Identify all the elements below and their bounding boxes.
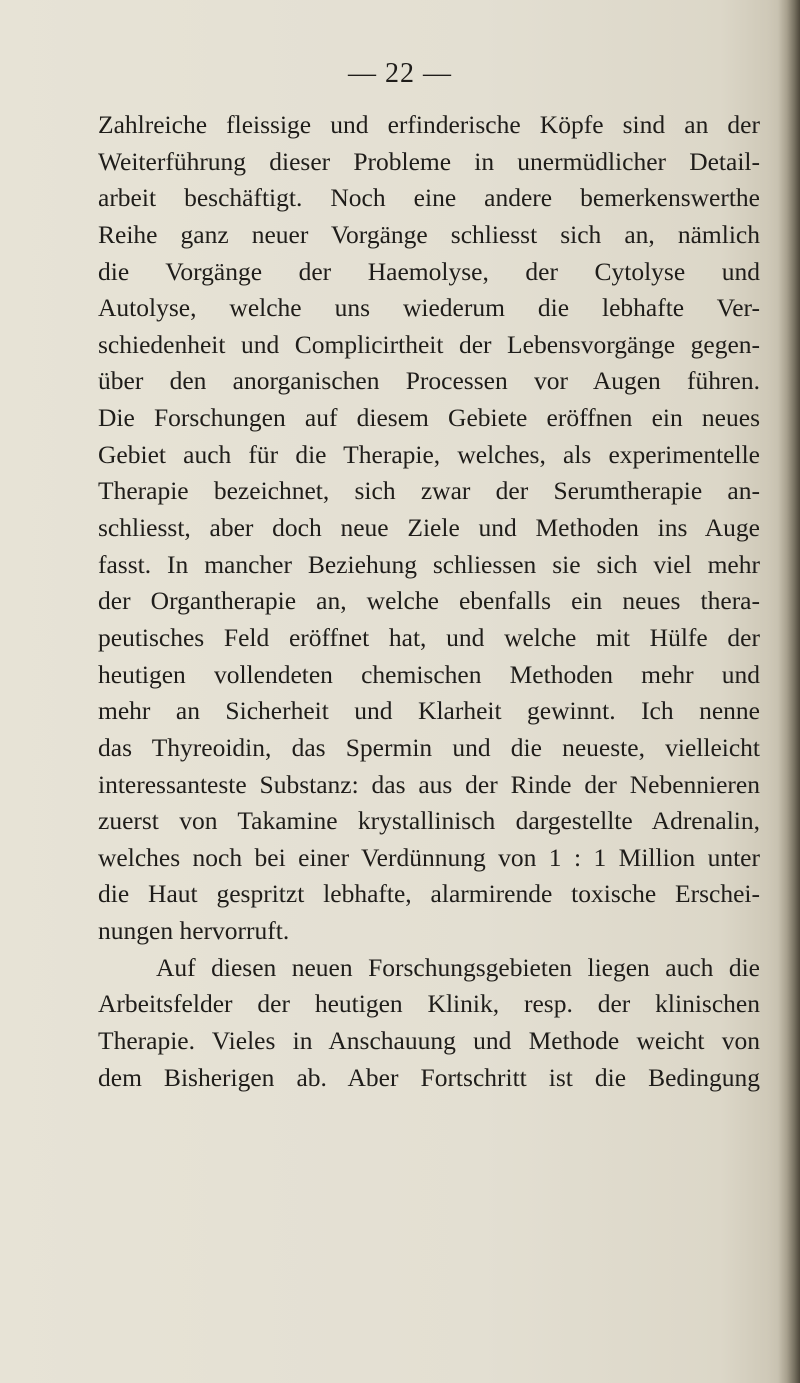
paragraph-start-line: Auf diesen neuen Forschungsgebieten liegen auch die <box>156 952 760 982</box>
text-line: Therapie. Vieles in Anschauung und Methode weicht von <box>98 1026 760 1056</box>
text-line: interessanteste Substanz: das aus der Rinde der Nebennieren <box>98 769 760 799</box>
text-line: Reihe ganz neuer Vorgänge schliesst sich an, nämlich <box>98 219 760 249</box>
paragraph-end-line: nungen hervorruft. <box>98 916 290 946</box>
text-line: Die Forschungen auf diesem Gebiete eröffnen ein neues <box>98 403 760 433</box>
text-line: fasst. In mancher Beziehung schliessen sie sich viel mehr <box>98 549 760 579</box>
text-line: Weiterführung dieser Probleme in unermüdlicher Detail- <box>98 146 760 176</box>
text-line: zuerst von Takamine krystallinisch dargestellte Adrenalin, <box>98 806 760 836</box>
body-text <box>98 107 760 1096</box>
text-line: Zahlreiche fleissige und erfinderische Köpfe sind an der <box>98 110 760 139</box>
text-line: Therapie bezeichnet, sich zwar der Serumtherapie an- <box>98 476 760 506</box>
text-line: schliesst, aber doch neue Ziele und Methoden ins Auge <box>98 513 760 543</box>
text-line: peutisches Feld eröffnet hat, und welche mit Hülfe der <box>98 622 760 652</box>
page-edge-shadow <box>778 0 800 1383</box>
text-line: dem Bisherigen ab. Aber Fortschritt ist die Bedingung <box>98 1062 760 1092</box>
text-line: heutigen vollendeten chemischen Methoden mehr und <box>98 659 760 689</box>
text-line: schiedenheit und Complicirtheit der Lebensvorgänge gegen- <box>98 329 760 359</box>
text-line: der Organtherapie an, welche ebenfalls ein neues thera- <box>98 586 760 616</box>
text-line: welches noch bei einer Verdünnung von 1 : 1 Million unter <box>98 842 760 872</box>
text-line: die Vorgänge der Haemolyse, der Cytolyse und <box>98 256 760 286</box>
text-line: Gebiet auch für die Therapie, welches, als experimentelle <box>98 439 760 469</box>
text-line: über den anorganischen Processen vor Augen führen. <box>98 366 760 396</box>
text-line: Arbeitsfelder der heutigen Klinik, resp. der klinischen <box>98 989 760 1019</box>
page-number: — 22 — <box>348 58 452 89</box>
text-line: Autolyse, welche uns wiederum die lebhafte Ver- <box>98 293 760 323</box>
text-line: arbeit beschäftigt. Noch eine andere bemerkenswerthe <box>98 183 760 213</box>
text-line: die Haut gespritzt lebhafte, alarmirende toxische Erschei- <box>98 879 760 909</box>
text-line: mehr an Sicherheit und Klarheit gewinnt. Ich nenne <box>98 696 760 726</box>
text-line: das Thyreoidin, das Spermin und die neueste, vielleicht <box>98 732 760 762</box>
